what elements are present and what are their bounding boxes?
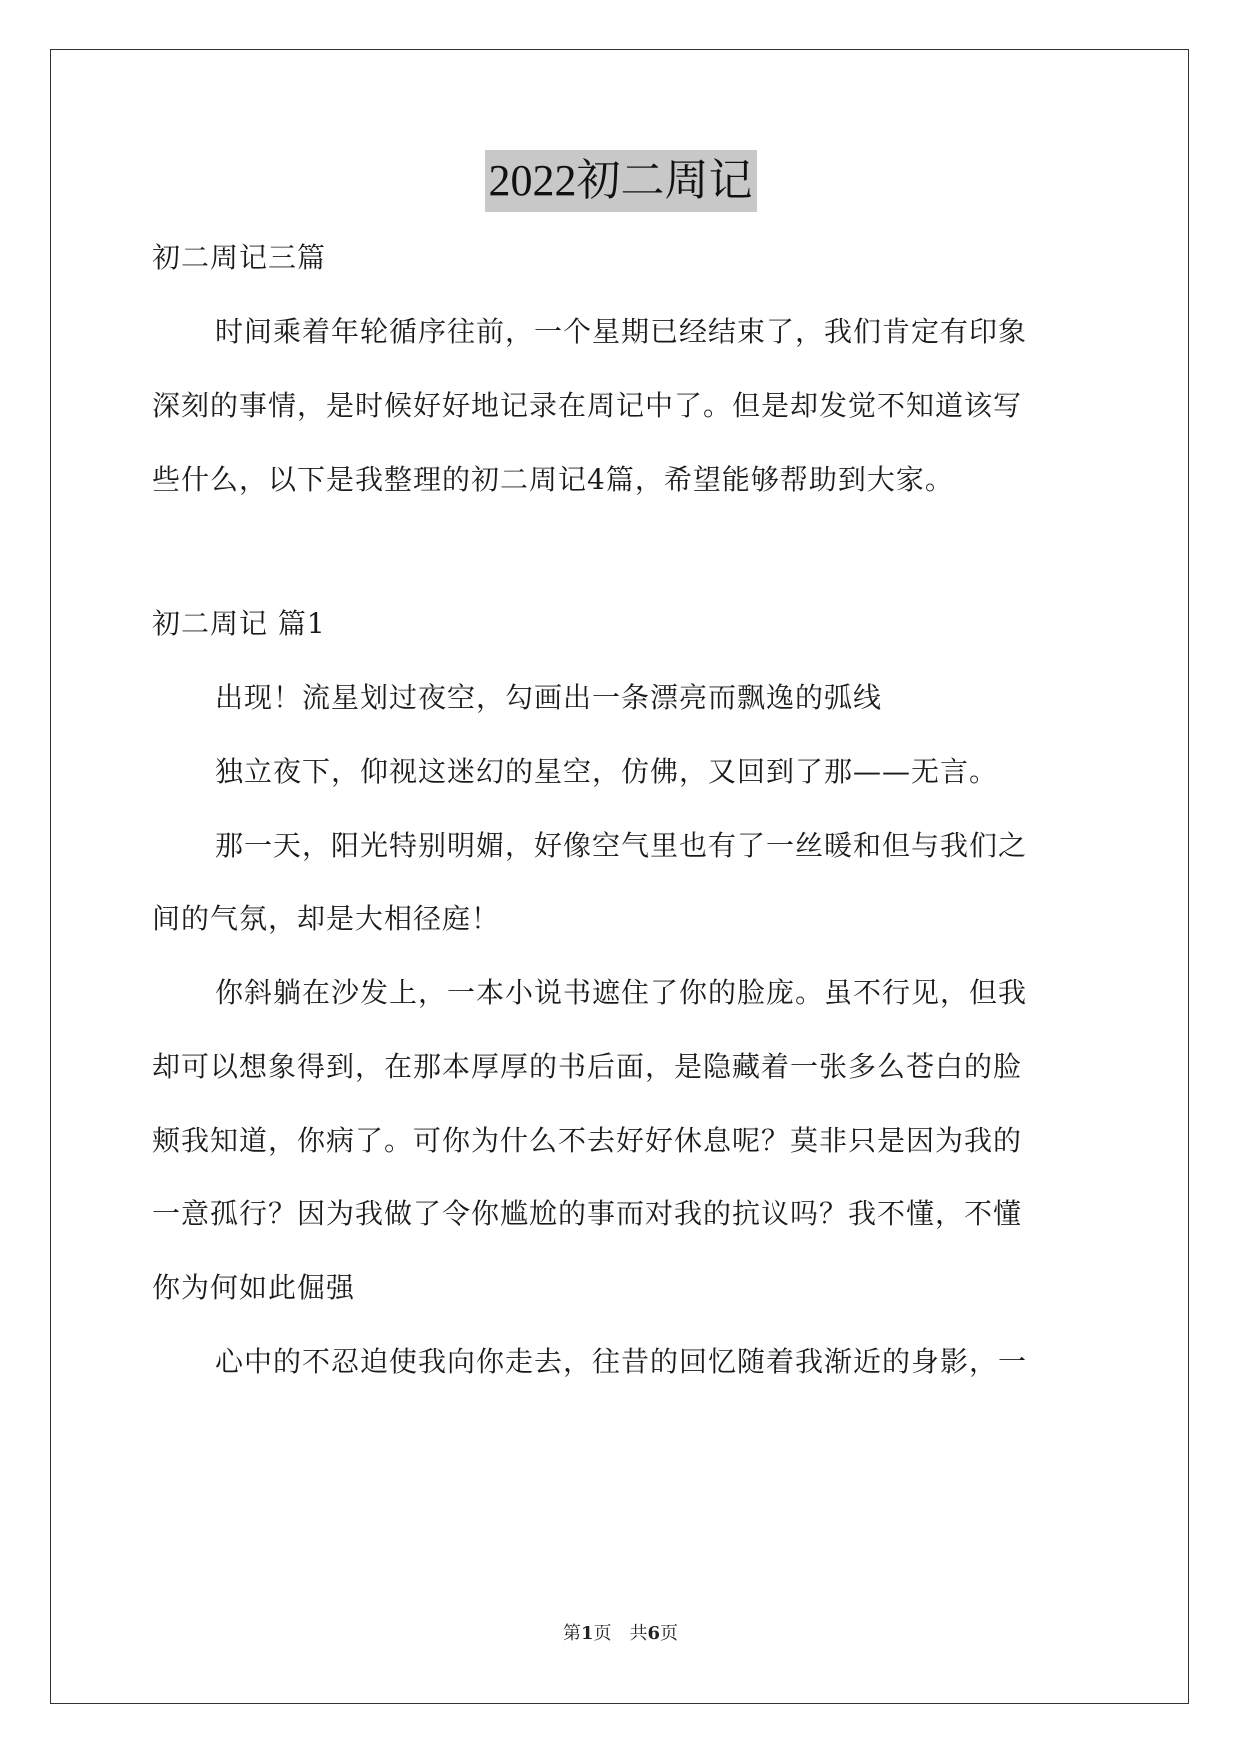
footer-page-total: 6 — [647, 1623, 661, 1644]
paragraph-line: 一意孤行？因为我做了令你尴尬的事而对我的抗议吗？我不懂，不懂 — [152, 1197, 1023, 1230]
paragraph-line: 你为何如此倔强 — [152, 1271, 356, 1304]
document-title: 2022初二周记 — [485, 150, 757, 212]
paragraph-line: 心中的不忍迫使我向你走去，往昔的回忆随着我渐近的身影，一 — [215, 1345, 1028, 1378]
section-heading: 初二周记三篇 — [152, 241, 327, 274]
title-container — [0, 150, 1241, 212]
paragraph-line: 却可以想象得到，在那本厚厚的书后面，是隐藏着一张多么苍白的脸 — [152, 1050, 1023, 1083]
section-heading: 初二周记 篇1 — [152, 607, 326, 640]
paragraph-line: 颊我知道，你病了。可你为什么不去好好休息呢？莫非只是因为我的 — [152, 1124, 1023, 1157]
page-border — [50, 49, 1189, 1704]
paragraph-line: 些什么，以下是我整理的初二周记4篇，希望能够帮助到大家。 — [152, 463, 954, 496]
paragraph-line: 深刻的事情，是时候好好地记录在周记中了。但是却发觉不知道该写 — [152, 389, 1023, 422]
footer-page-suffix: 页 — [660, 1623, 679, 1644]
page-footer — [0, 1622, 1241, 1646]
paragraph-line: 间的气氛，却是大相径庭！ — [152, 902, 501, 935]
paragraph-line: 出现！流星划过夜空，勾画出一条漂亮而飘逸的弧线 — [215, 681, 883, 714]
paragraph-line: 你斜躺在沙发上，一本小说书遮住了你的脸庞。虽不行见，但我 — [215, 976, 1028, 1009]
footer-page-current: 1 — [580, 1623, 594, 1644]
footer-page-mid: 页 共 — [593, 1623, 648, 1644]
paragraph-line: 独立夜下，仰视这迷幻的星空，仿佛，又回到了那——无言。 — [215, 755, 999, 788]
footer-page-prefix: 第 — [562, 1623, 581, 1644]
paragraph-line: 时间乘着年轮循序往前，一个星期已经结束了，我们肯定有印象 — [215, 315, 1028, 348]
paragraph-line: 那一天，阳光特别明媚，好像空气里也有了一丝暖和但与我们之 — [215, 829, 1028, 862]
